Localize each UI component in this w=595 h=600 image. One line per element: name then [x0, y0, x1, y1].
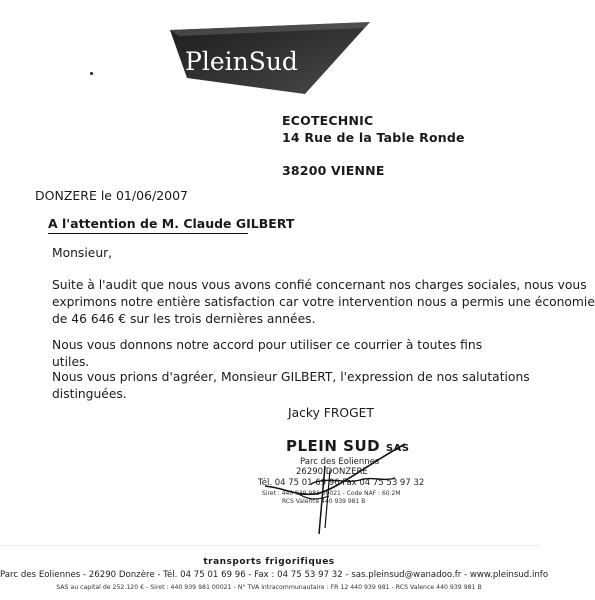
paragraph-1-line: exprimons notre entière satisfaction car votre intervention nous a permis une économie — [52, 295, 595, 309]
paragraph-3-line: Nous vous prions d'agréer, Monsieur GILBERT, l'expression de nos salutations — [52, 370, 530, 384]
attention-underline — [48, 233, 248, 234]
recipient-city: 38200 VIENNE — [282, 163, 385, 178]
paragraph-3 — [52, 369, 530, 403]
footer-legal: SAS au capital de 252.120 € - Siret : 440 939 981 00021 - N° TVA intracommunautaire : FR 12 440 939 981 - RCS Valence 440 939 981 B — [56, 584, 482, 591]
date-line: DONZERE le 01/06/2007 — [35, 188, 189, 203]
stamp-name: PLEIN SUD — [286, 437, 381, 455]
signer-name: Jacky FROGET — [288, 406, 374, 420]
stamp-line-2: 26290 DONZERE — [296, 467, 368, 477]
stamp-line-4: Siret : 440 939 981 00021 - Code NAF : 60.2M — [262, 490, 401, 497]
recipient-street: 14 Rue de la Table Ronde — [282, 130, 465, 145]
company-logo — [165, 18, 375, 98]
salutation: Monsieur, — [52, 246, 113, 260]
handwritten-signature — [255, 436, 405, 536]
paragraph-3-line: distinguées. — [52, 387, 127, 401]
logo-text: PleinSud — [185, 47, 298, 76]
stamp-line-5: RCS Valence 440 939 981 B — [282, 498, 366, 505]
divider — [0, 545, 538, 546]
paragraph-2: Nous vous donnons notre accord pour utiliser ce courrier à toutes fins utiles. — [52, 338, 483, 369]
paragraph-1-line: de 46 646 € sur les trois dernières années. — [52, 312, 316, 326]
stamp-line-1: Parc des Eoliennes — [300, 457, 380, 467]
recipient-company: ECOTECHNIC — [282, 113, 374, 128]
footer-brand: transports frigorifiques — [203, 557, 335, 567]
stamp-line-3: Tél. 04 75 01 69 96 Fax 04 75 53 97 32 — [258, 478, 425, 488]
paragraph-1 — [52, 277, 595, 328]
paragraph-1-line: Suite à l'audit que nous vous avons confié concernant nos charges sociales, nous vous — [52, 278, 587, 292]
stamp-suffix: SAS — [385, 443, 410, 454]
attention-line: A l'attention de M. Claude GILBERT — [48, 216, 295, 231]
scan-speck — [90, 72, 93, 75]
footer-address: Parc des Eoliennes - 26290 Donzère - Tél. 04 75 01 69 96 - Fax : 04 75 53 97 32 - sas.pleinsud@wanadoo.fr - www.pleinsud.info — [0, 570, 549, 580]
